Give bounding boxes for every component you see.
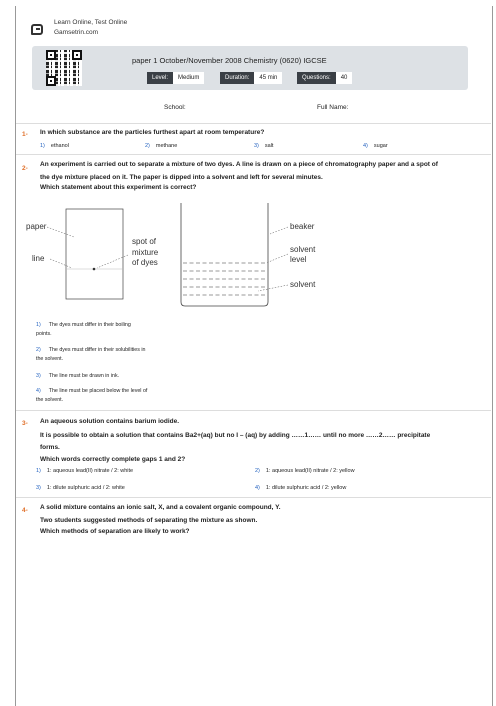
solvent-level-label-1: solvent (290, 245, 316, 254)
solvent-label: solvent (290, 280, 316, 289)
option-4[interactable]: 4) sugar (363, 143, 388, 149)
line-label: line (32, 254, 45, 263)
question-text: Which methods of separation are likely to work? (40, 528, 190, 535)
duration-badge: Duration: 45 min (220, 72, 282, 84)
spot-label-3: of dyes (132, 258, 158, 267)
question-text: the dye mixture placed on it. The paper is dipped into a solvent and left for several minutes. (40, 174, 323, 181)
option-2[interactable]: 2) The dyes must differ in their solubilities in the solvent. (36, 347, 146, 362)
question-text: Which words correctly complete gaps 1 and 2? (40, 456, 186, 463)
divider (16, 123, 491, 124)
solvent-lines (183, 263, 266, 295)
full-name-label: Full Name: (317, 104, 349, 111)
exam-header (32, 46, 468, 90)
question-number: 2- (22, 165, 28, 172)
option-1[interactable]: 1) ethanol (40, 143, 69, 149)
gamsetrin-logo-icon (31, 24, 43, 35)
question-text: forms. (40, 444, 60, 451)
option-1[interactable]: 1) The dyes must differ in their boiling points. (36, 322, 131, 337)
option-1[interactable]: 1) 1: aqueous lead(II) nitrate / 2: white (36, 468, 134, 474)
question-text: In which substance are the particles furthest apart at room temperature? (40, 129, 265, 136)
school-label: School: (164, 104, 186, 111)
divider (16, 497, 491, 498)
spot-label-2: mixture (132, 248, 159, 257)
option-2[interactable]: 2) 1: aqueous lead(II) nitrate / 2: yellow (255, 468, 355, 474)
solvent-level-label-2: level (290, 255, 307, 264)
questions-badge: Questions: 40 (297, 72, 352, 84)
option-4[interactable]: 4) The line must be placed below the level of the solvent. (36, 388, 148, 403)
question-number: 3- (22, 420, 28, 427)
question-text: A solid mixture contains an ionic salt, X, and a covalent organic compound, Y. (40, 504, 281, 511)
paper-label: paper (26, 222, 47, 231)
beaker-label: beaker (290, 222, 315, 231)
question-text: Which statement about this experiment is correct? (40, 184, 197, 191)
question-number: 1- (22, 131, 28, 138)
spot-label-1: spot of (132, 237, 157, 246)
question-text: An aqueous solution contains barium iodide. (40, 418, 180, 425)
paper-sheet (66, 209, 123, 299)
divider (16, 410, 491, 411)
divider (16, 154, 491, 155)
question-number: 4- (22, 507, 28, 514)
option-2[interactable]: 2) methane (145, 143, 178, 149)
option-3[interactable]: 3) salt (254, 143, 274, 149)
question-text: An experiment is carried out to separate a mixture of two dyes. A line is drawn on a piece of chromatography paper and a spot of (40, 161, 438, 168)
level-badge: Level: Medium (147, 72, 204, 84)
exam-title: paper 1 October/November 2008 Chemistry (0620) IGCSE (132, 56, 327, 65)
option-3[interactable]: 3) 1: dilute sulphuric acid / 2: white (36, 485, 125, 491)
beaker-outline (181, 203, 268, 306)
option-3[interactable]: 3) The line must be drawn in ink. (36, 373, 120, 379)
question-text: Two students suggested methods of separating the mixture as shown. (40, 517, 258, 524)
chromatography-diagram (20, 198, 330, 313)
brand-site: Gamsetrin.com (54, 29, 99, 36)
question-text: It is possible to obtain a solution that contains Ba2+(aq) but no I – (aq) by adding ……1…… until no more ……2…… precipitate (40, 432, 431, 439)
brand-tagline: Learn Online, Test Online (54, 19, 128, 26)
option-4[interactable]: 4) 1: dilute sulphuric acid / 2: yellow (255, 485, 347, 491)
dye-spot (93, 268, 96, 271)
qr-code-icon (46, 50, 82, 86)
